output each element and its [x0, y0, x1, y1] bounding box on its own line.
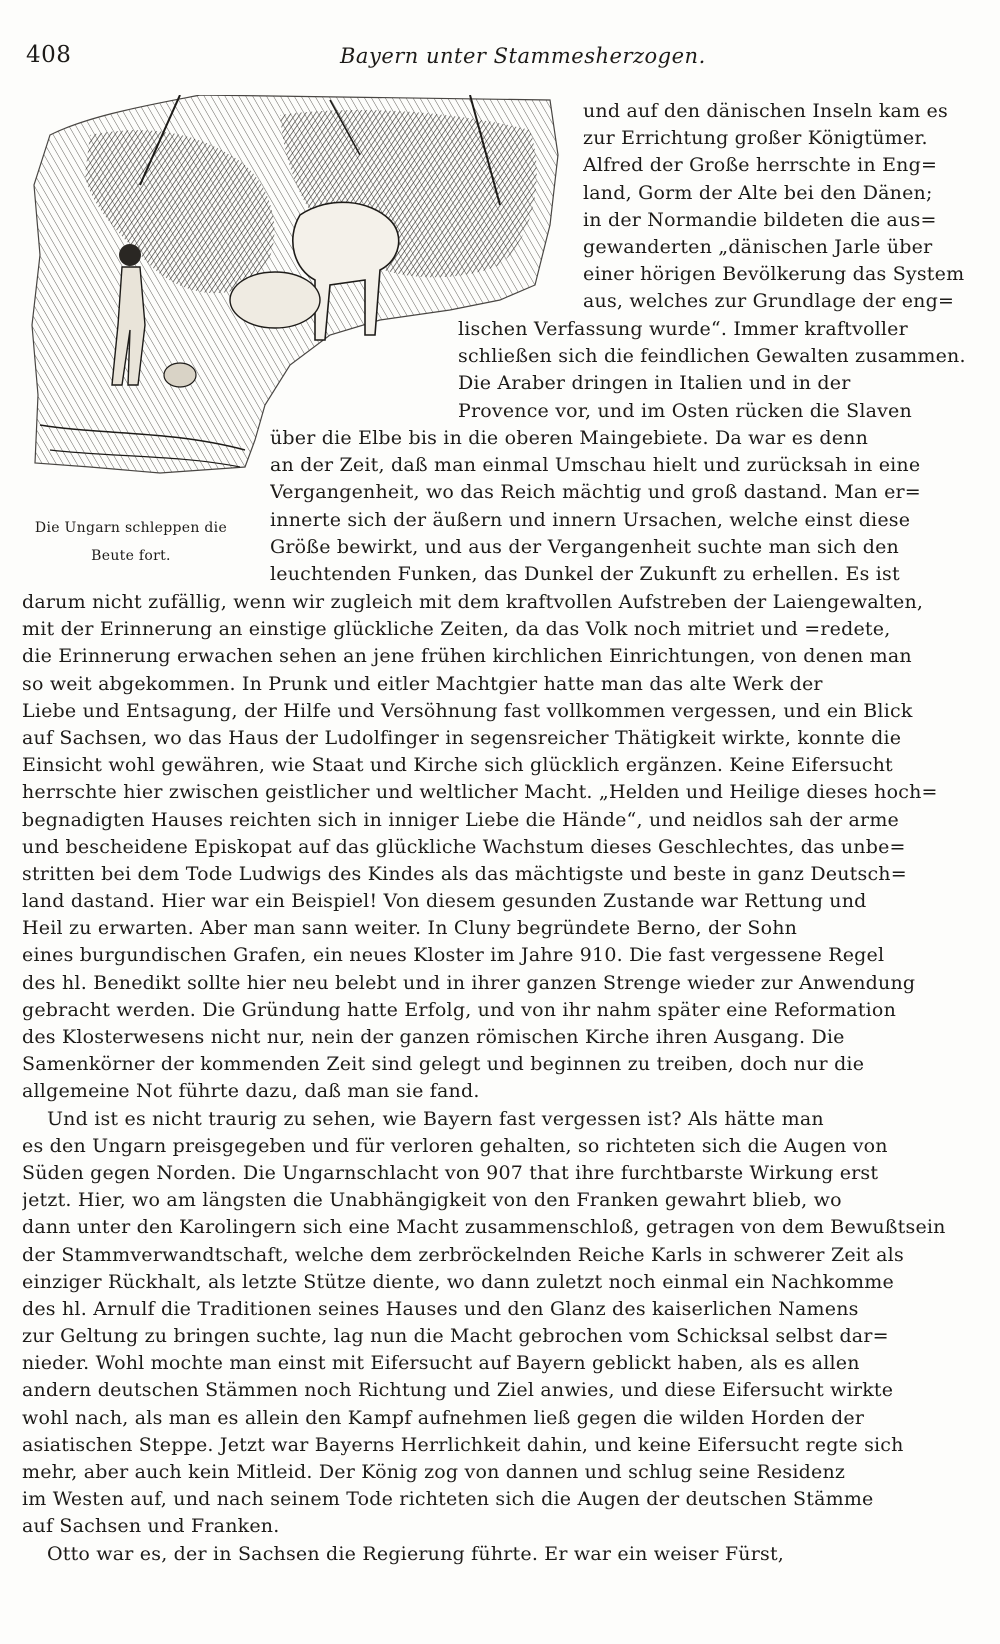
- text-line: in der Normandie bildeten die aus=: [583, 208, 937, 231]
- text-line: darum nicht zufällig, wenn wir zugleich mit dem kraftvollen Aufstreben der Laiengewalten,: [22, 591, 924, 613]
- text-line: so weit abgekommen. In Prunk und eitler Machtgier hatte man das alte Werk der: [22, 672, 823, 695]
- text-line: Alfred der Große herrschte in Eng=: [583, 154, 938, 177]
- text-line: der Stammverwandtschaft, welche dem zerbröckelnden Reiche Karls in schwerer Zeit als: [22, 1243, 904, 1266]
- text-line: Samenkörner der kommenden Zeit sind gelegt und beginnen zu treiben, doch nur die: [22, 1053, 865, 1076]
- text-line: asiatischen Steppe. Jetzt war Bayerns Herrlichkeit dahin, und keine Eifersucht regte sich: [22, 1433, 904, 1456]
- caption-line: Die Ungarn schleppen die: [34, 520, 228, 536]
- text-line: leuchtenden Funken, das Dunkel der Zukunft zu erhellen. Es ist: [270, 562, 900, 585]
- text-line: einziger Rückhalt, als letzte Stütze diente, wo dann zuletzt noch einmal ein Nachkomme: [22, 1270, 894, 1293]
- text-line: stritten bei dem Tode Ludwigs des Kindes als das mächtigste und beste in ganz Deutsch=: [22, 862, 907, 885]
- figure-caption: [26, 514, 236, 570]
- body-text-wrap-lower: [270, 425, 983, 588]
- text-line: auf Sachsen und Franken.: [22, 1515, 280, 1538]
- text-line: gebracht werden. Die Gründung hatte Erfolg, und von ihr nahm später eine Reformation: [22, 998, 897, 1021]
- text-line: Größe bewirkt, und aus der Vergangenheit suchte man sich den: [270, 535, 899, 558]
- text-line: Einsicht wohl gewähren, wie Staat und Kirche sich glücklich ergänzen. Keine Eifersucht: [22, 754, 893, 777]
- text-line: mehr, aber auch kein Mitleid. Der König zog von dannen und schlug seine Residenz: [22, 1461, 846, 1483]
- page-number: 408: [26, 42, 72, 68]
- text-line: des Klosterwesens nicht nur, nein der ganzen römischen Kirche ihren Ausgang. Die: [22, 1026, 845, 1048]
- body-text-wrap-middle: [458, 316, 983, 425]
- text-line: zur Errichtung großer Königtümer.: [583, 127, 928, 150]
- text-line: zur Geltung zu bringen suchte, lag nun die Macht gebrochen vom Schicksal selbst dar=: [22, 1325, 889, 1348]
- text-line: herrschte hier zwischen geistlicher und weltlicher Macht. „Helden und Heilige dieses hoch=: [22, 781, 938, 804]
- text-line: begnadigten Hauses reichten sich in inniger Liebe die Hände“, und neidlos sah der arme: [22, 808, 899, 831]
- text-line: innerte sich der äußern und innern Ursachen, welche einst diese: [270, 508, 911, 531]
- text-line: gewanderten „dänischen Jarle über: [583, 235, 933, 258]
- text-line: Die Araber dringen in Italien und in der: [458, 372, 851, 395]
- text-line: aus, welches zur Grundlage der eng=: [583, 290, 955, 313]
- text-line: wohl nach, als man es allein den Kampf aufnehmen ließ gegen die wilden Horden der: [22, 1406, 865, 1429]
- text-line: Und ist es nicht traurig zu sehen, wie Bayern fast vergessen ist? Als hätte man: [22, 1107, 824, 1130]
- text-line: Otto war es, der in Sachsen die Regierung führte. Er war ein weiser Fürst,: [22, 1542, 785, 1565]
- text-line: an der Zeit, daß man einmal Umschau hielt und zurücksah in eine: [270, 454, 921, 477]
- text-line: Heil zu erwarten. Aber man sann weiter. In Cluny begründete Berno, der Sohn: [22, 917, 798, 940]
- text-line: Provence vor, und im Osten rücken die Slaven: [458, 399, 912, 422]
- text-line: land, Gorm der Alte bei den Dänen;: [583, 181, 933, 204]
- text-line: einer hörigen Bevölkerung das System: [583, 263, 965, 286]
- text-line: es den Ungarn preisgegeben und für verloren gehalten, so richteten sich die Augen von: [22, 1134, 888, 1157]
- text-line: allgemeine Not führte dazu, daß man sie fand.: [22, 1080, 480, 1103]
- text-line: Vergangenheit, wo das Reich mächtig und groß dastand. Man er=: [270, 481, 921, 504]
- text-line: andern deutschen Stämmen noch Richtung und Ziel anwies, und diese Eifersucht wirkte: [22, 1379, 894, 1402]
- text-line: des hl. Benedikt sollte hier neu belebt und in ihrer ganzen Strenge wieder zur Anwendung: [22, 971, 916, 994]
- text-line: mit der Erinnerung an einstige glückliche Zeiten, da das Volk noch mitriet und =redete,: [22, 618, 891, 641]
- text-line: eines burgundischen Grafen, ein neues Kloster im Jahre 910. Die fast vergessene Regel: [22, 944, 885, 967]
- text-line: dann unter den Karolingern sich eine Macht zusammenschloß, getragen von dem Bewußtsein: [22, 1216, 946, 1239]
- text-line: Süden gegen Norden. Die Ungarnschlacht von 907 that ihre furchtbarste Wirkung erst: [22, 1161, 879, 1184]
- text-line: auf Sachsen, wo das Haus der Ludolfinger in segensreicher Thätigkeit wirkte, konnte die: [22, 726, 902, 749]
- text-line: und auf den dänischen Inseln kam es: [583, 100, 948, 122]
- text-line: des hl. Arnulf die Traditionen seines Hauses und den Glanz des kaiserlichen Namens: [22, 1297, 859, 1320]
- text-line: land dastand. Hier war ein Beispiel! Von diesem gesunden Zustande war Rettung und: [22, 890, 867, 913]
- text-line: lischen Verfassung wurde“. Immer kraftvoller: [458, 318, 908, 340]
- text-line: nieder. Wohl mochte man einst mit Eifersucht auf Bayern geblickt haben, als es allen: [22, 1352, 860, 1375]
- text-line: Liebe und Entsagung, der Hilfe und Versöhnung fast vollkommen vergessen, und ein Blick: [22, 699, 913, 722]
- text-line: und bescheidene Episkopat auf das glückliche Wachstum dieses Geschlechtes, das unbe=: [22, 835, 906, 858]
- caption-line: Beute fort.: [91, 548, 171, 564]
- running-head: Bayern unter Stammesherzogen.: [340, 44, 706, 68]
- text-line: im Westen auf, und nach seinem Tode richteten sich die Augen der deutschen Stämme: [22, 1488, 874, 1511]
- page-header: [0, 0, 1000, 105]
- text-line: schließen sich die feindlichen Gewalten zusammen.: [458, 345, 966, 368]
- text-line: über die Elbe bis in die oberen Maingebiete. Da war es denn: [270, 427, 869, 449]
- text-line: jetzt. Hier, wo am längsten die Unabhängigkeit von den Franken gewahrt blieb, wo: [22, 1189, 842, 1212]
- text-line: die Erinnerung erwachen sehen an jene frühen kirchlichen Einrichtungen, von denen man: [22, 645, 912, 668]
- body-text-full-width: [22, 589, 983, 1568]
- body-text-wrap-top: [583, 98, 983, 316]
